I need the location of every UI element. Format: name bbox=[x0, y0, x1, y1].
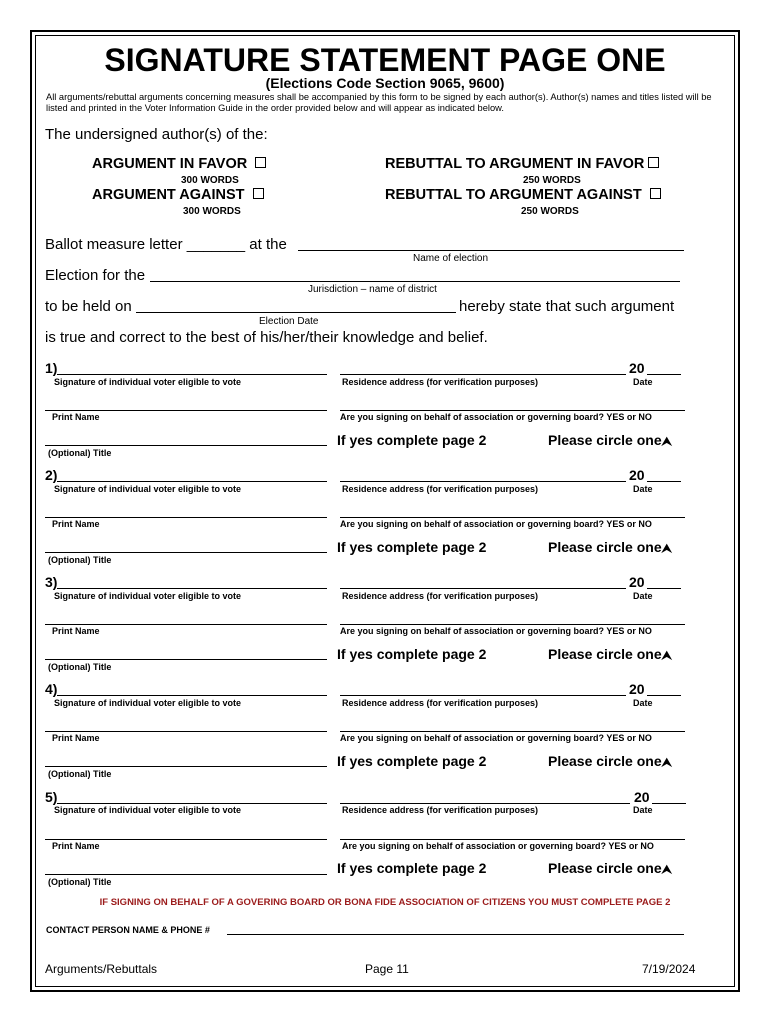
residence-caption: Residence address (for verification purposes) bbox=[342, 698, 539, 708]
title-line[interactable] bbox=[45, 552, 327, 553]
footer-page: Page 11 bbox=[365, 962, 409, 976]
optional-title-caption: (Optional) Title bbox=[48, 555, 112, 565]
option-label: REBUTTAL TO ARGUMENT AGAINST bbox=[385, 187, 642, 203]
rebuttal-favor-checkbox[interactable] bbox=[648, 157, 659, 168]
print-name-line[interactable] bbox=[45, 517, 327, 518]
residence-line[interactable] bbox=[340, 695, 626, 696]
signature-line[interactable] bbox=[57, 481, 327, 482]
print-name-line[interactable] bbox=[45, 410, 327, 411]
signature-caption: Signature of individual voter eligible to vote bbox=[54, 805, 242, 815]
favor-words: 300 WORDS bbox=[181, 175, 239, 186]
print-name-line[interactable] bbox=[45, 624, 327, 625]
print-name-caption: Print Name bbox=[52, 733, 100, 743]
year-line[interactable] bbox=[647, 374, 681, 375]
warning-text: IF SIGNING ON BEHALF OF A GOVERING BOARD OR BONA FIDE ASSOCIATION OF CITIZENS YOU MUST COMPLETE PAGE 2 bbox=[99, 897, 671, 908]
contact-label: CONTACT PERSON NAME & PHONE # bbox=[46, 925, 210, 935]
signature-caption: Signature of individual voter eligible to vote bbox=[54, 377, 242, 387]
behalf-question: Are you signing on behalf of association or governing board? YES or NO bbox=[340, 626, 652, 636]
circle-one-text bbox=[548, 539, 672, 556]
behalf-question: Are you signing on behalf of association or governing board? YES or NO bbox=[340, 733, 652, 743]
signature-line[interactable] bbox=[57, 374, 327, 375]
year-line[interactable] bbox=[647, 588, 681, 589]
option-label: ARGUMENT IN FAVOR bbox=[92, 156, 248, 172]
hereby-text: hereby state that such argument bbox=[459, 298, 675, 315]
if-yes-text: If yes complete page 2 bbox=[337, 860, 487, 876]
year-prefix: 20 bbox=[634, 789, 650, 805]
residence-caption: Residence address (for verification purposes) bbox=[342, 591, 539, 601]
contact-line[interactable] bbox=[227, 934, 684, 935]
circle-label: Please circle one bbox=[548, 753, 662, 769]
rebuttal-favor-words: 250 WORDS bbox=[523, 175, 581, 186]
circle-label: Please circle one bbox=[548, 860, 662, 876]
behalf-line[interactable] bbox=[340, 731, 685, 732]
undersigned-text: The undersigned author(s) of the: bbox=[45, 126, 268, 143]
title-line[interactable] bbox=[45, 659, 327, 660]
year-line[interactable] bbox=[647, 481, 681, 482]
year-prefix: 20 bbox=[629, 574, 645, 590]
title-line[interactable] bbox=[45, 445, 327, 446]
residence-line[interactable] bbox=[340, 588, 626, 589]
favor-checkbox[interactable] bbox=[255, 157, 266, 168]
behalf-question: Are you signing on behalf of association or governing board? YES or NO bbox=[340, 412, 652, 422]
print-name-caption: Print Name bbox=[52, 519, 100, 529]
behalf-line[interactable] bbox=[340, 517, 685, 518]
residence-line[interactable] bbox=[340, 803, 630, 804]
behalf-question: Are you signing on behalf of association or governing board? YES or NO bbox=[340, 519, 652, 529]
signature-line[interactable] bbox=[57, 695, 327, 696]
against-words: 300 WORDS bbox=[183, 206, 241, 217]
circle-label: Please circle one bbox=[548, 539, 662, 555]
residence-caption: Residence address (for verification purposes) bbox=[342, 377, 539, 387]
true-correct-text: is true and correct to the best of his/her/their knowledge and belief. bbox=[45, 329, 488, 346]
if-yes-text: If yes complete page 2 bbox=[337, 646, 487, 662]
circle-label: Please circle one bbox=[548, 646, 662, 662]
date-caption: Date bbox=[633, 377, 653, 387]
if-yes-text: If yes complete page 2 bbox=[337, 432, 487, 448]
residence-line[interactable] bbox=[340, 374, 626, 375]
signature-line[interactable] bbox=[57, 803, 327, 804]
footer-date: 7/19/2024 bbox=[642, 962, 696, 976]
circle-one-text bbox=[548, 646, 672, 663]
up-arrow-icon: ⮝ bbox=[661, 541, 672, 555]
election-for-text: Election for the bbox=[45, 267, 146, 284]
year-line[interactable] bbox=[647, 695, 681, 696]
name-of-election-caption: Name of election bbox=[413, 253, 489, 264]
rebuttal-against-checkbox[interactable] bbox=[650, 188, 661, 199]
behalf-question: Are you signing on behalf of association or governing board? YES or NO bbox=[342, 841, 654, 851]
signature-caption: Signature of individual voter eligible to vote bbox=[54, 591, 242, 601]
up-arrow-icon: ⮝ bbox=[661, 862, 672, 876]
option-label: ARGUMENT AGAINST bbox=[92, 187, 245, 203]
title-line[interactable] bbox=[45, 874, 327, 875]
signature-line[interactable] bbox=[57, 588, 327, 589]
jurisdiction-caption: Jurisdiction – name of district bbox=[308, 284, 437, 295]
residence-caption: Residence address (for verification purposes) bbox=[342, 805, 539, 815]
option-argument-favor bbox=[92, 156, 266, 172]
circle-one-text bbox=[548, 432, 672, 449]
against-checkbox[interactable] bbox=[253, 188, 264, 199]
behalf-line[interactable] bbox=[340, 839, 685, 840]
signer-number: 4) bbox=[45, 681, 58, 697]
date-caption: Date bbox=[633, 805, 653, 815]
year-prefix: 20 bbox=[629, 467, 645, 483]
circle-label: Please circle one bbox=[548, 432, 662, 448]
behalf-line[interactable] bbox=[340, 624, 685, 625]
print-name-line[interactable] bbox=[45, 731, 327, 732]
date-caption: Date bbox=[633, 591, 653, 601]
title-line[interactable] bbox=[45, 766, 327, 767]
option-argument-against bbox=[92, 187, 264, 203]
up-arrow-icon: ⮝ bbox=[661, 434, 672, 448]
year-prefix: 20 bbox=[629, 360, 645, 376]
if-yes-text: If yes complete page 2 bbox=[337, 539, 487, 555]
signer-number: 2) bbox=[45, 467, 58, 483]
residence-caption: Residence address (for verification purposes) bbox=[342, 484, 539, 494]
print-name-caption: Print Name bbox=[52, 841, 100, 851]
optional-title-caption: (Optional) Title bbox=[48, 769, 112, 779]
page-title: SIGNATURE STATEMENT PAGE ONE bbox=[104, 42, 666, 78]
up-arrow-icon: ⮝ bbox=[661, 755, 672, 769]
rebuttal-against-words: 250 WORDS bbox=[521, 206, 579, 217]
signer-number: 5) bbox=[45, 789, 58, 805]
instructions-text: All arguments/rebuttal arguments concerning measures shall be accompanied by this form to be signed by each author(s). Author(s) names and titles listed will be listed and printed in the Voter Information Guide in the order provided below and will appear as indicated below. bbox=[46, 92, 712, 113]
election-date-caption: Election Date bbox=[259, 316, 319, 327]
signer-number: 1) bbox=[45, 360, 58, 376]
held-on-text: to be held on bbox=[45, 298, 132, 315]
jurisdiction-line[interactable] bbox=[150, 281, 680, 282]
date-caption: Date bbox=[633, 484, 653, 494]
name-of-election-line[interactable] bbox=[298, 250, 684, 251]
print-name-line[interactable] bbox=[45, 839, 327, 840]
optional-title-caption: (Optional) Title bbox=[48, 448, 112, 458]
optional-title-caption: (Optional) Title bbox=[48, 877, 112, 887]
signature-caption: Signature of individual voter eligible to vote bbox=[54, 484, 242, 494]
option-rebuttal-favor bbox=[385, 156, 659, 172]
option-rebuttal-against bbox=[385, 187, 661, 203]
optional-title-caption: (Optional) Title bbox=[48, 662, 112, 672]
year-line[interactable] bbox=[652, 803, 686, 804]
signer-number: 3) bbox=[45, 574, 58, 590]
up-arrow-icon: ⮝ bbox=[661, 648, 672, 662]
circle-one-text bbox=[548, 860, 672, 877]
behalf-line[interactable] bbox=[340, 410, 685, 411]
print-name-caption: Print Name bbox=[52, 626, 100, 636]
date-caption: Date bbox=[633, 698, 653, 708]
residence-line[interactable] bbox=[340, 481, 626, 482]
election-date-line[interactable] bbox=[136, 312, 456, 313]
print-name-caption: Print Name bbox=[52, 412, 100, 422]
option-label: REBUTTAL TO ARGUMENT IN FAVOR bbox=[385, 156, 645, 172]
signature-caption: Signature of individual voter eligible to vote bbox=[54, 698, 242, 708]
page-subtitle: (Elections Code Section 9065, 9600) bbox=[265, 75, 505, 91]
if-yes-text: If yes complete page 2 bbox=[337, 753, 487, 769]
year-prefix: 20 bbox=[629, 681, 645, 697]
circle-one-text bbox=[548, 753, 672, 770]
ballot-measure-text: Ballot measure letter _______ at the bbox=[45, 236, 287, 253]
footer-left: Arguments/Rebuttals bbox=[45, 962, 158, 976]
